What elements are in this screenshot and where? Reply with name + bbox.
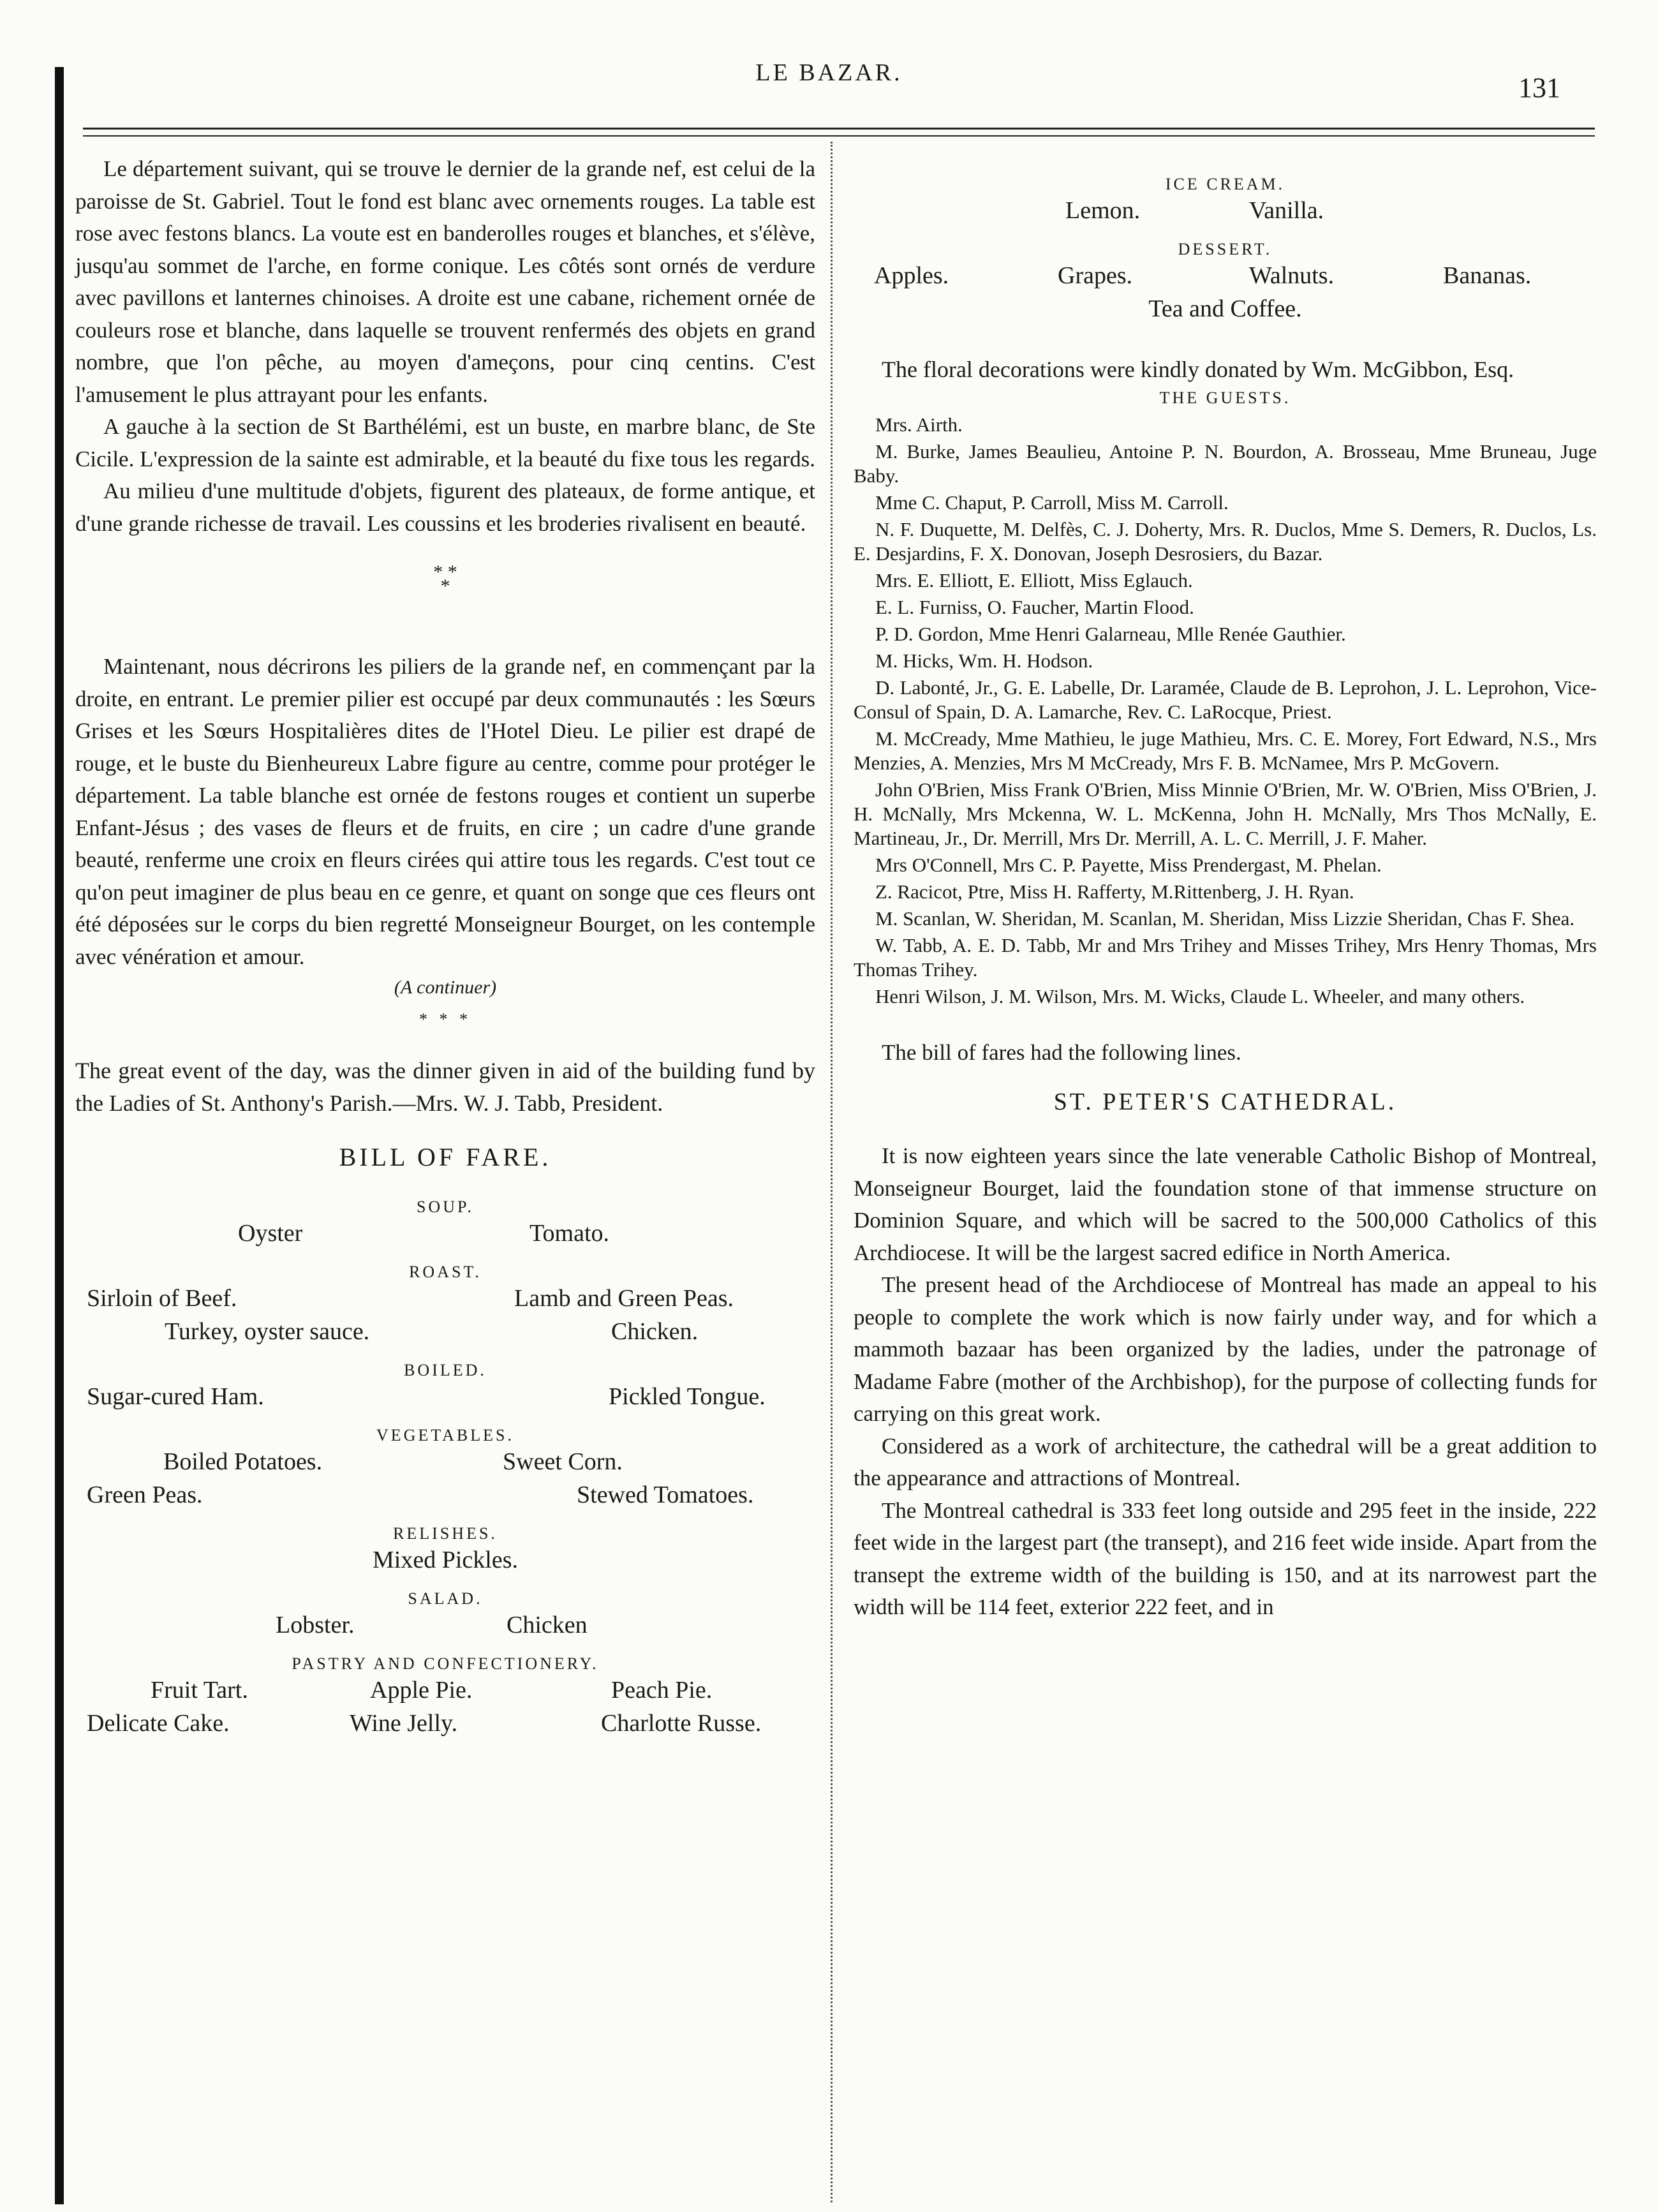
article-paragraph: The Montreal cathedral is 333 feet long outside and 295 feet in the inside, 222 feet wide in the largest part (the transept), and 216 feet wide inside. Apart from the transept the extreme width of the building is 150, and at its narrowest part the width will be 114 feet, exterior 222 feet, and in — [854, 1497, 1597, 1619]
menu-item: Bananas. — [1443, 262, 1532, 289]
guest-entry: Mme C. Chaput, P. Carroll, Miss M. Carroll. — [875, 491, 1229, 514]
menu-item: Charlotte Russe. — [601, 1710, 762, 1737]
article-paragraph: Au milieu d'une multitude d'objets, figurent des plateaux, de forme antique, et d'une grande richesse de travail. Les coussins et les broderies rivalisent en beauté. — [75, 479, 815, 536]
menu-item: Sirloin of Beef. — [87, 1285, 237, 1312]
menu-item: Tomato. — [529, 1220, 610, 1247]
guest-entry: M. McCready, Mme Mathieu, le juge Mathieu, Mrs. C. E. Morey, Fort Edward, N.S., Mrs Menzies, A. Menzies, Mrs M McCready, Mrs F. B. McNamee, Mrs P. McGovern. — [854, 727, 1597, 774]
menu-item: Chicken. — [611, 1318, 699, 1345]
menu-item: Peach Pie. — [611, 1677, 713, 1704]
article-paragraph: Maintenant, nous décrirons les piliers de la grande nef, en commençant par la droite, en entrant. Le premier pilier est occupé par deux communautés : les Sœurs Grises et les Sœurs Hospitalières dites de l'Hotel Dieu. Le pilier est drapé de rouge, et le buste du Bienheureux Labre figure au centre, comme pour protéger le département. La table blanche est ornée de festons rouges et contient un superbe Enfant-Jésus ; des vases de fleurs et de fruits, en cire ; un cadre d'une grande beauté, renferme une croix en fleurs cirées qui attire tous les regards. C'est tout ce qu'on peut imaginer de plus beau en ce genre, et quant on songe que ces fleurs ont été déposées sur le corps du bien regretté Monseigneur Bourget, on les contemple avec vénération et amour. — [75, 654, 815, 969]
header-rule — [83, 128, 1595, 130]
menu-row — [75, 1611, 815, 1644]
guests-heading: THE GUESTS. — [1159, 388, 1291, 407]
menu-heading-salad: SALAD. — [408, 1589, 483, 1608]
right-column — [854, 153, 1597, 1624]
menu-item: Chicken — [507, 1612, 588, 1638]
menu-row — [75, 1219, 815, 1252]
article-paragraph: Le département suivant, qui se trouve le dernier de la grande nef, est celui de la paroisse de St. Gabriel. Tout le fond est blanc avec ornements rouges. La table est rose avec festons blancs. La voute est en banderolles rouges et blanches, et s'élève, jusqu'au sommet de l'arche, en forme conique. Les côtés sont ornés de verdure avec pavillons et lanternes chinoises. A droite est une cabane, richement ornée de couleurs rose et blanche, dans laquelle se trouvent renfermés des objets en grand nombre, que l'on pêche, au moyen d'ameçons, pour cinq centins. C'est l'amusement le plus attrayant pour les enfants. — [75, 156, 815, 407]
guest-entry: M. Burke, James Beaulieu, Antoine P. N. Bourdon, A. Brosseau, Mme Bruneau, Juge Baby. — [854, 440, 1597, 487]
menu-heading-ice-cream: ICE CREAM. — [1165, 175, 1285, 193]
guest-entry: John O'Brien, Miss Frank O'Brien, Miss Minnie O'Brien, Mr. W. O'Brien, Miss O'Brien, J. H. McNally, Mrs Mckenna, W. L. McKenna, John H. McNally, Mrs Thos McNally, E. Martineau, Jr., Dr. Merrill, Mrs Dr. Merrill, A. L. C. Merrill, J. F. Maher. — [854, 778, 1597, 849]
page-number: 131 — [1518, 72, 1560, 103]
asterism-divider: * * * — [419, 1010, 471, 1028]
menu-heading-roast: ROAST. — [409, 1263, 482, 1281]
continuation-note: (A continuer) — [394, 977, 497, 998]
guest-entry: Mrs. Airth. — [875, 413, 963, 436]
menu-item: Stewed Tomatoes. — [577, 1481, 754, 1508]
menu-item: Sugar-cured Ham. — [87, 1383, 264, 1410]
guest-entry: Z. Racicot, Ptre, Miss H. Rafferty, M.Rittenberg, J. H. Ryan. — [875, 880, 1354, 903]
menu-item: Boiled Potatoes. — [163, 1448, 323, 1475]
left-column — [75, 153, 815, 1742]
bill-of-fare-title: BILL OF FARE. — [339, 1143, 552, 1171]
menu-heading-dessert: DESSERT. — [1178, 240, 1273, 258]
guest-list — [854, 413, 1597, 1009]
menu-item: Vanilla. — [1249, 197, 1324, 224]
menu-row — [75, 1546, 815, 1579]
guest-entry: E. L. Furniss, O. Faucher, Martin Flood. — [875, 595, 1194, 618]
menu-row — [75, 1448, 815, 1481]
guest-entry: P. D. Gordon, Mme Henri Galarneau, Mlle Renée Gauthier. — [875, 622, 1346, 645]
menu-heading-soup: SOUP. — [416, 1198, 475, 1216]
menu-heading-relishes: RELISHES. — [393, 1524, 498, 1543]
menu-item: Tea and Coffee. — [1148, 295, 1302, 322]
guest-entry: W. Tabb, A. E. D. Tabb, Mr and Mrs Trihey and Misses Trihey, Mrs Henry Thomas, Mrs Thomas Trihey. — [854, 933, 1597, 981]
menu-item: Grapes. — [1058, 262, 1133, 289]
menu-row — [75, 1481, 815, 1514]
menu-item: Lemon. — [1065, 197, 1141, 224]
menu-item: Lobster. — [276, 1612, 355, 1638]
menu-item: Walnuts. — [1249, 262, 1335, 289]
guest-entry: Mrs O'Connell, Mrs C. P. Payette, Miss Prendergast, M. Phelan. — [875, 853, 1382, 876]
menu-item: Fruit Tart. — [151, 1677, 248, 1704]
menu-item: Turkey, oyster sauce. — [165, 1318, 370, 1345]
guest-entry: Henri Wilson, J. M. Wilson, Mrs. M. Wicks, Claude L. Wheeler, and many others. — [875, 984, 1525, 1007]
article-paragraph: It is now eighteen years since the late venerable Catholic Bishop of Montreal, Monseigneur Bourget, laid the foundation stone of that immense structure on Dominion Square, and which will be sacred to the 500,000 Catholics of this Archdiocese. It will be the largest sacred edifice in North America. — [854, 1143, 1597, 1265]
menu-row — [75, 1318, 815, 1351]
bill-of-fares-line: The bill of fares had the following lines. — [882, 1039, 1241, 1065]
menu-heading-vegetables: VEGETABLES. — [376, 1426, 514, 1444]
menu-item: Pickled Tongue. — [609, 1383, 766, 1410]
ornament-divider: * * * — [433, 561, 457, 597]
guest-entry: N. F. Duquette, M. Delfès, C. J. Doherty, Mrs. R. Duclos, Mme S. Demers, R. Duclos, Ls. E. Desjardins, F. X. Donovan, Joseph Desrosiers, du Bazar. — [854, 517, 1597, 565]
guest-entry: D. Labonté, Jr., G. E. Labelle, Dr. Laramée, Claude de B. Leprohon, J. L. Leprohon, Vice-Consul of Spain, D. A. Lamarche, Rev. C. LaRocque, Priest. — [854, 676, 1597, 723]
menu-row — [75, 1676, 815, 1709]
menu-item: Delicate Cake. — [87, 1710, 230, 1737]
menu-item: Oyster — [238, 1220, 303, 1247]
menu-item: Green Peas. — [87, 1481, 203, 1508]
guest-entry: M. Hicks, Wm. H. Hodson. — [875, 649, 1093, 672]
menu-heading-boiled: BOILED. — [404, 1361, 487, 1379]
article-paragraph: Considered as a work of architecture, the cathedral will be a great addition to the appearance and attractions of Montreal. — [854, 1433, 1597, 1490]
menu-row — [854, 262, 1597, 295]
dinner-intro: The great event of the day, was the dinner given in aid of the building fund by the Ladies of St. Anthony's Parish.—Mrs. W. J. Tabb, President. — [75, 1058, 815, 1116]
menu-row — [854, 197, 1597, 230]
page-header-title: LE BAZAR. — [755, 59, 903, 86]
menu-item: Apples. — [874, 262, 949, 289]
menu-item: Wine Jelly. — [350, 1710, 458, 1737]
menu-item: Apple Pie. — [370, 1677, 473, 1704]
article-paragraph: A gauche à la section de St Barthélémi, est un buste, en marbre blanc, de Ste Cicile. L'expression de la sainte est admirable, et la beauté du fixe tous les regards. — [75, 414, 815, 471]
menu-row — [75, 1383, 815, 1416]
column-separator — [831, 142, 833, 2202]
menu-item: Lamb and Green Peas. — [514, 1285, 734, 1312]
cathedral-title: ST. PETER'S CATHEDRAL. — [1053, 1088, 1397, 1115]
menu-row — [75, 1284, 815, 1318]
guest-entry: M. Scanlan, W. Sheridan, M. Scanlan, M. Sheridan, Miss Lizzie Sheridan, Chas F. Shea. — [875, 907, 1575, 930]
guest-entry: Mrs. E. Elliott, E. Elliott, Miss Eglauch. — [875, 568, 1193, 591]
header-rule-thin — [83, 135, 1595, 137]
menu-row — [75, 1709, 815, 1742]
menu-heading-pastry: PASTRY AND CONFECTIONERY. — [292, 1654, 599, 1673]
menu-row — [854, 295, 1597, 328]
floral-note: The floral decorations were kindly donated by Wm. McGibbon, Esq. — [882, 357, 1514, 382]
menu-item: Mixed Pickles. — [373, 1547, 518, 1573]
binding-edge — [55, 67, 64, 2204]
article-paragraph: The present head of the Archdiocese of Montreal has made an appeal to his people to complete the work which is now fairly under way, and for which a mammoth bazaar has been organized by the ladies, under the patronage of Madame Fabre (mother of the Archbishop), for the purpose of collecting funds for carrying on this great work. — [854, 1272, 1597, 1426]
menu-item: Sweet Corn. — [503, 1448, 623, 1475]
